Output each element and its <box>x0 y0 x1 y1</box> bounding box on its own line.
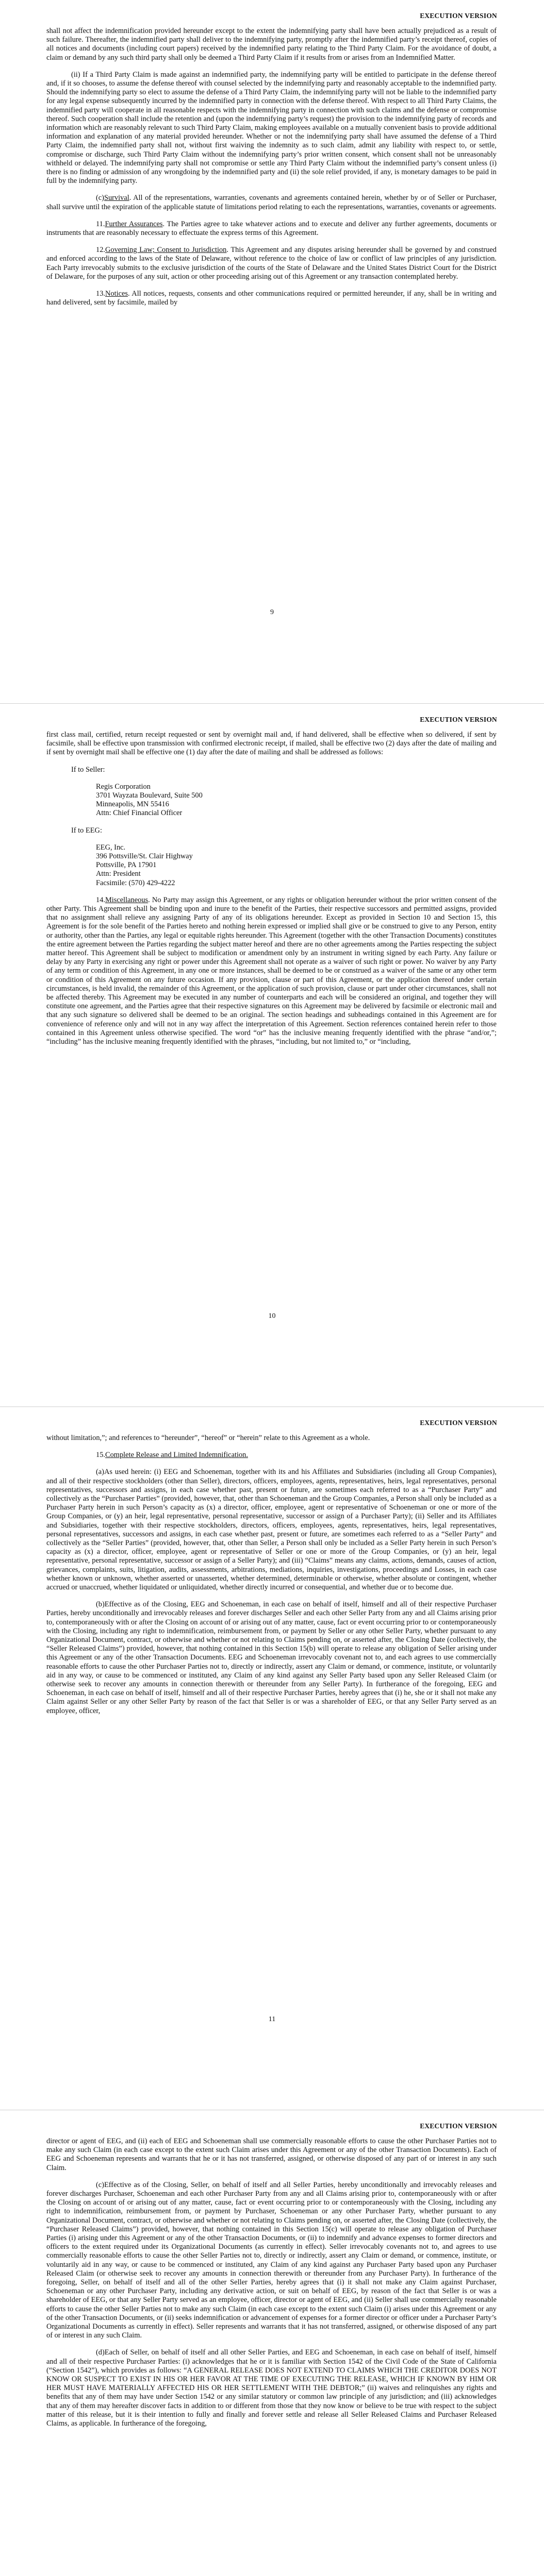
section-13 <box>46 290 497 307</box>
subsection-number: (c) <box>96 2180 104 2189</box>
section-14 <box>46 896 497 1046</box>
paragraph: shall not affect the indemnification provided hereunder except to the extent the indemnifying party shall have been actually prejudiced as a result of such failure. Thereafter, the indemnified party shall deliver to the indemnifying party, promptly after the indemnified party’s receipt thereof, copies of all notices and documents (including court papers) received by the indemnified party relating to the Third Party Claim. For the avoidance of doubt, a claim or demand by any such third party shall only be deemed a Third Party Claim if it results from or arises from an Indemnified Matter. <box>46 27 497 62</box>
subsection-number: (d) <box>96 2348 105 2357</box>
page-number: 9 <box>270 608 274 616</box>
section-text: . All notices, requests, consents and other communications required or permitted hereunder, if any, shall be in writing and hand delivered, sent by facsimile, mailed by <box>46 290 497 307</box>
section-number: 12. <box>96 246 105 255</box>
section-text: . No Party may assign this Agreement, or any rights or obligation hereunder without the prior written consent of the other Party. This Agreement shall be binding upon and inure to the benefit of the Parties, their respective successors and permitted assigns, provided that no assignment shall relieve any assigning Party of any of its obligations hereunder. Except as provided in Section 10 and Section 15, this Agreement is for the sole benefit of the Parties hereto and nothing herein expressed or implied shall give or be construed to give to any Person, entity or authority, other than the Parties, any legal or equitable rights hereunder. This Agreement (together with the other Transaction Documents) constitutes the entire agreement between the Parties regarding the subject matter hereof and there are no other agreements among the Parties respecting the subject matter hereof. This Agreement shall be subject to modification or amendment only by an instrument in writing signed by each Party. Any failure or delay by any Party in exercising any right or power under this Agreement shall not operate as a waiver of such right or power. No waiver by any Party of any term or condition of this Agreement, in any one or more instances, shall be deemed to be or construed as a waiver of the same or any other term or condition of this Agreement on any future occasion. If any provision, clause or part of this Agreement, or the application thereof under certain circumstances, is held invalid, the remainder of this Agreement, or the application of such provision, clause or part under other circumstances, shall not be affected thereby. This Agreement may be executed in any number of counterparts and each will be considered an original, and together they will constitute one agreement, and the Parties agree that their respective signatures on this Agreement may be delivered by facsimile or electronic mail and that any such signature so delivered shall be deemed to be an original. The section headings and subheadings contained in this Agreement are for convenience of reference only and will not in any way affect the interpretation of this Agreement. Section references contained herein refer to those contained in this Agreement unless otherwise specified. The word “or” has the inclusive meaning frequently identified with the phrase “and/or,”; “including” has the inclusive meaning frequently identified with the phrases, “including, but not limited to,” or “including, <box>46 895 497 1046</box>
page-body <box>46 27 497 315</box>
document-page-10 <box>0 703 544 1406</box>
paragraph: without limitation,”; and references to “hereunder”, “hereof” or “herein” relate to this Agreement as a whole. <box>46 1434 370 1442</box>
address-line: EEG, Inc. <box>96 843 126 852</box>
address-block <box>96 783 497 818</box>
section-15d <box>46 2348 497 2428</box>
section-15c <box>46 2181 497 2341</box>
notice-address-eeg <box>46 826 497 888</box>
section-title: Notices <box>105 290 128 298</box>
page-number: 11 <box>268 2015 276 2023</box>
address-line: Attn: Chief Financial Officer <box>96 809 183 818</box>
address-line: Attn: President <box>96 870 141 878</box>
address-line: 396 Pottsville/St. Clair Highway <box>96 852 193 860</box>
section-number: 14. <box>96 895 105 904</box>
section-15b <box>46 1600 497 1716</box>
notice-address-seller <box>46 766 497 818</box>
section-text: . This Agreement and any disputes arising hereunder shall be governed by and construed and enforced according to the laws of the State of Delaware, without reference to the choice of law or conflict of law principles of any jurisdiction. Each Party irrevocably submits to the exclusive jurisdiction of the courts of the State of Delaware and the United States District Court for the District of Delaware, for the purposes of any suit, action or other proceeding arising out of this Agreement or any transaction contemplated hereby. <box>46 246 497 281</box>
execution-version-header: EXECUTION VERSION <box>420 2122 497 2130</box>
section-title: Miscellaneous <box>105 895 149 904</box>
subsection-number: (b) <box>96 1600 105 1609</box>
page-body <box>46 1434 497 1724</box>
paragraph: first class mail, certified, return receipt requested or sent by overnight mail and, if hand delivered, shall be effective when so delivered, if sent by facsimile, shall be effective upon transmission with confirmed electronic receipt, if mailed, shall be effective two (2) days after the date of mailing and if sent by overnight mail shall be effective one (1) day after the date of mailing and shall be addressed as follows: <box>46 731 497 757</box>
document-page-12 <box>0 2110 544 2576</box>
subsection-number: (a) <box>96 1468 104 1477</box>
section-15a <box>46 1468 497 1592</box>
section-title: Governing Law; Consent to Jurisdiction <box>105 246 227 255</box>
section-title: Further Assurances <box>105 219 163 228</box>
section-title: Survival <box>104 194 129 202</box>
address-block <box>96 843 497 888</box>
section-text: Effective as of the Closing, EEG and Schoeneman, in each case on behalf of itself, himself and all of their respective Purchaser Parties, hereby unconditionally and irrevocably releases and forever discharges Seller and each other Seller Party from any and all Claims arising prior to, contemporaneously with or after the Closing on account of or arising out of any matter, cause, fact or event occurring prior to or contemporaneously with the Closing, including any right to indemnification, reimbursement from, or payment by Seller or any other Seller Party, whether pursuant to any Organizational Document, contract, or otherwise and whether or not relating to Claims pending on, or asserted after, the Closing Date (collectively, the “Seller Released Claims”) provided, however, that nothing contained in this Section 15(b) will operate to release any obligation of Seller arising under this Agreement or any of the other Transaction Documents. EEG and Schoeneman irrevocably covenant not to, and each agrees to use commercially reasonable efforts to cause the other Purchaser Parties not to, directly or indirectly, assert any Claim or demand, or commence, institute, or voluntarily aid in any way, or cause to be commenced or instituted, any Claim of any kind against any Seller Party based upon any Seller Released Claim (or otherwise seek to recover any amounts in connection therewith or thereunder from any Seller Party). In furtherance of the foregoing, EEG and Schoeneman, in each case on behalf of itself, himself and all of their respective Purchaser Parties, hereby agrees that (i) he, she or it shall not make any Claim against Seller or any other Seller Party by reason of the fact that Seller is or was a shareholder of EEG, or that any Seller Party served as an employee, officer, <box>46 1600 497 1715</box>
section-11 <box>46 220 497 238</box>
page-body <box>46 731 497 1055</box>
execution-version-header: EXECUTION VERSION <box>420 12 497 20</box>
section-text: . The Parties agree to take whatever actions and to execute and deliver any further agreements, documents or instruments that are reasonably necessary to effectuate the express terms of this Agreement. <box>46 219 497 238</box>
section-number: 15. <box>96 1451 105 1460</box>
section-number: 13. <box>96 290 105 298</box>
document-page-11 <box>0 1406 544 2110</box>
section-title: Complete Release and Limited Indemnification. <box>105 1451 248 1460</box>
paragraph: director or agent of EEG, and (ii) each of EEG and Schoeneman shall use commercially reasonable efforts to cause the other Purchaser Parties not to make any such Claim (in each case except to the extent such Claim arises under this Agreement or any of the other Transaction Documents). Each of EEG and Schoeneman represents and warrants that he or it has not transferred, assigned, or otherwise disposed of any part of or interest in any such Claim. <box>46 2137 497 2172</box>
paragraph: (ii) If a Third Party Claim is made against an indemnified party, the indemnifying party will be entitled to participate in the defense thereof and, if it so chooses, to assume the defense thereof with counsel selected by the indemnifying party and reasonably acceptable to the indemnified party. Should the indemnifying party so elect to assume the defense of a Third Party Claim, the indemnifying party will not be liable to the indemnified party for any legal expense subsequently incurred by the indemnified party in connection with the defense thereof. With respect to all Third Party Claims, the indemnified party will cooperate in all reasonable respects with the indemnifying party in connection with such claims and the defense or compromise thereof. Such cooperation shall include the retention and (upon the indemnifying party’s request) the provision to the indemnifying party of records and information which are reasonably relevant to such Third Party Claim, making employees available on a mutually convenient basis to provide additional information and explanation of any material provided hereunder. Whether or not the indemnifying party shall have assumed the defense of a Third Party Claim, the indemnified party shall not, without first waiving the indemnity as to such claim, admit any liability with respect to, or settle, compromise or discharge, such Third Party Claim without the indemnifying party’s prior written consent, which consent shall not be unreasonably withheld or delayed. The indemnifying party shall not compromise or settle any Third Party Claim without the indemnified party’s consent unless (i) there is no finding or admission of any wrongdoing by the indemnified party and (ii) the sole relief provided, if any, is monetary damages to be paid in full by the indemnifying party. <box>46 70 497 185</box>
recipient-label: If to Seller: <box>71 765 105 774</box>
section-15-heading <box>46 1451 497 1460</box>
address-line: Regis Corporation <box>96 782 151 791</box>
address-line: Pottsville, PA 17901 <box>96 861 157 870</box>
document-page-9 <box>0 0 544 703</box>
execution-version-header: EXECUTION VERSION <box>420 1419 497 1427</box>
section-number: 11. <box>96 219 105 228</box>
section-text: Each of Seller, on behalf of itself and all other Seller Parties, and EEG and Schoeneman, in each case on behalf of itself, himself and all of their respective Purchaser Parties: (i) acknowledges that he or it is familiar with Section 1542 of the Civil Code of the State of California (“Section 1542”), which provides as follows: “A GENERAL RELEASE DOES NOT EXTEND TO CLAIMS WHICH THE CREDITOR DOES NOT KNOW OR SUSPECT TO EXIST IN HIS OR HER FAVOR AT THE TIME OF EXECUTING THE RELEASE, WHICH IF KNOWN BY HIM OR HER MUST HAVE MATERIALLY AFFECTED HIS OR HER SETTLEMENT WITH THE DEBTOR;” (ii) waives and relinquishes any rights and benefits that any of them may have under Section 1542 or any similar statutory or common law principle of any jurisdiction; and (iii) acknowledges that any of them may hereafter discover facts in addition to or different from those that they now know or believe to be true with respect to the subject matter of this release, but it is their intention to fully and finally and forever settle and release all Seller Released Claims and Purchaser Released Claims, as applicable. In furtherance of the foregoing, <box>46 2348 497 2428</box>
address-line: Minneapolis, MN 55416 <box>96 800 169 809</box>
page-number: 10 <box>268 1312 276 1320</box>
section-12 <box>46 246 497 281</box>
section-number: (c) <box>96 194 104 202</box>
page-body <box>46 2137 497 2436</box>
address-line: 3701 Wayzata Boulevard, Suite 500 <box>96 791 203 800</box>
execution-version-header: EXECUTION VERSION <box>420 716 497 723</box>
section-text: Effective as of the Closing, Seller, on behalf of itself and all Seller Parties, hereby unconditionally and irrevocably releases and forever discharges Purchaser, Schoeneman and each other Purchaser Party from any and all Claims arising prior to, contemporaneously with or after the Closing on account of or arising out of any matter, cause, fact or event occurring prior to or contemporaneously with the Closing, including any right to indemnification, reimbursement from, or payment by Purchaser, Schoeneman or any other Purchaser Party, whether pursuant to any Organizational Document, contract, or otherwise and whether or not relating to Claims pending on, or asserted after, the Closing Date (collectively, the “Purchaser Released Claims”) provided, however, that nothing contained in this Section 15(c) will operate to release any obligation of Purchaser Parties (i) arising under this Agreement or any of the other Transaction Documents, or (ii) to indemnify and advance expenses to former directors and officers to the extent required under its Organizational Documents (as currently in effect). Seller irrevocably covenants not to, and agrees to use commercially reasonable efforts to cause the other Seller Parties not to, directly or indirectly, assert any Claim or demand, or commence, institute, or voluntarily aid in any way, or cause to be commenced or instituted, any Claim of any kind against any Purchaser Party based upon any Purchaser Released Claim (or otherwise seek to recover any amounts in connection therewith or thereunder from any Purchaser Party). In furtherance of the foregoing, Seller, on behalf of itself and all of the other Seller Parties, hereby agrees that (i) it shall not make any Claim against Purchaser, Schoeneman or any other Purchaser Party, including any derivative action, or suit on behalf of EEG, by reason of the fact that Seller is or was a shareholder of EEG, or that any Seller Party served as an employee, officer, director or agent of EEG, and (ii) Seller shall use commercially reasonable efforts to cause the other Seller Parties not to make any such Claim (in each case except to the extent such Claim (i) arises under this Agreement or any of the other Transaction Documents, or (ii) seeks indemnification or advancement of expenses for a former director or officer under a Purchaser Party’s Organizational Documents as currently in effect). Seller represents and warrants that it has not transferred, assigned, or otherwise disposed of any part of or interest in any such Claim. <box>46 2180 497 2340</box>
section-survival <box>46 194 497 211</box>
section-text: . All of the representations, warranties, covenants and agreements contained herein, whether by or of Seller or Purchaser, shall survive until the expiration of the applicable statute of limitations period relating to each the representations, warranties, covenants or agreements. <box>46 194 497 211</box>
section-text: As used herein: (i) EEG and Schoeneman, together with its and his Affiliates and Subsidiaries (including all Group Companies), and all of their respective stockholders (other than Seller), directors, officers, employees, agents, representatives, heirs, legal representatives, personal representatives, successors and assigns, in each case whether past, present or future, are sometimes each referred to as a “Purchaser Party” and collectively as the “Purchaser Parties” (provided, however, that, other than Schoeneman and the Group Companies, a Person shall only be included as a Purchaser Party herein in such Person’s capacity as (x) a director, officer, employee, agent or representative of Schoeneman or one or more of the Group Companies, or (y) an heir, legal representative, personal representative, successor or assign of a Purchaser Party); (ii) Seller and its Affiliates and Subsidiaries, together with their respective stockholders, directors, officers, employees, agents, representatives, heirs, legal representatives, personal representatives, successors and assigns, in each case whether past, present or future, are sometimes each referred to as a “Seller Party” and collectively as the “Seller Parties” (provided, however, that, other than Seller, a Person shall only be included as a Seller Party herein in such Person’s capacity as (x) a director, officer, employee, agent or representative of Seller or one or more of the Group Companies, or (y) an heir, legal representative, personal representative, successor or assign of a Seller Party); and (iii) “Claims” means any claims, actions, demands, causes of action, grievances, complaints, suits, litigation, audits, assessments, arbitrations, mediations, inquiries, investigations, proceedings and Losses, in each case whether known or unknown, whether asserted or unasserted, whether determined, determinable or otherwise, whether absolute or contingent, whether accrued or unaccrued, whether liquidated or unliquidated, whether directly incurred or consequential, and whether due or to become due. <box>46 1468 497 1592</box>
address-line: Facsimile: (570) 429-4222 <box>96 878 175 887</box>
recipient-label: If to EEG: <box>71 826 102 835</box>
